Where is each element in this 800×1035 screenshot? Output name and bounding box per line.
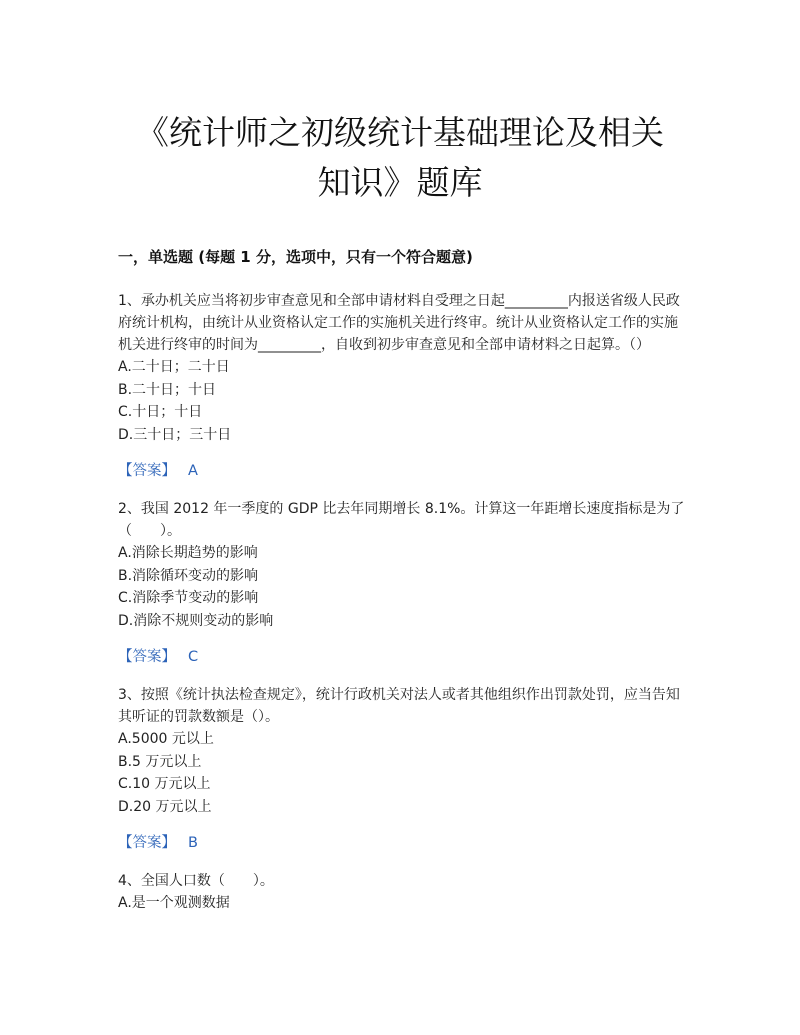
option-b: B.二十日；十日 — [118, 381, 217, 398]
option-d: D.消除不规则变动的影响 — [118, 612, 274, 629]
question-text: 3、按照《统计执法检查规定》，统计行政机关对法人或者其他组织作出罚款处罚，应当告知其听证的罚款数额是（）。 — [118, 687, 680, 725]
option-c: C.消除季节变动的影响 — [118, 590, 259, 606]
option-a: A.是一个观测数据 — [118, 895, 230, 911]
answer-line — [118, 460, 686, 482]
option-b: B.消除循环变动的影响 — [118, 567, 259, 584]
question-text: 2、我国 2012 年一季度的 GDP 比去年同期增长 8.1%。计算这一年距增长速度指标是为了（ ）。 — [118, 501, 685, 539]
option-d: D.三十日；三十日 — [118, 426, 232, 443]
question-2 — [118, 498, 686, 668]
answer-line — [118, 832, 686, 854]
option-c: C.10 万元以上 — [118, 776, 211, 792]
question-3 — [118, 684, 686, 854]
option-a: A.二十日；二十日 — [118, 359, 230, 375]
answer-label: 【答案】 — [118, 649, 176, 665]
answer-line — [118, 646, 686, 668]
question-1 — [118, 290, 686, 482]
option-a: A.消除长期趋势的影响 — [118, 545, 258, 561]
option-b: B.5 万元以上 — [118, 753, 202, 770]
answer-value: A — [188, 463, 198, 479]
document-title — [100, 108, 700, 208]
title-line-2: 知识》题库 — [317, 163, 483, 202]
question-text: 1、承办机关应当将初步审查意见和全部申请材料自受理之日起_________内报送省级人民政府统计机构，由统计从业资格认定工作的实施机关进行终审。统计从业资格认定工作的实施机关进行终审的时间为_________，自收到初步审查意见和全部申请材料之日起算。（） — [118, 293, 680, 353]
answer-label: 【答案】 — [118, 463, 176, 479]
answer-value: B — [188, 835, 198, 851]
answer-label: 【答案】 — [118, 835, 176, 851]
title-line-1: 《统计师之初级统计基础理论及相关 — [136, 113, 664, 152]
option-d: D.20 万元以上 — [118, 798, 212, 815]
question-list — [118, 290, 686, 915]
question-text: 4、全国人口数（ ）。 — [118, 873, 274, 889]
question-4 — [118, 870, 686, 915]
section-heading: 一，单选题 (每题 1 分，选项中，只有一个符合题意) — [118, 248, 473, 266]
option-a: A.5000 元以上 — [118, 731, 214, 747]
option-c: C.十日；十日 — [118, 404, 203, 420]
answer-value: C — [188, 649, 199, 665]
